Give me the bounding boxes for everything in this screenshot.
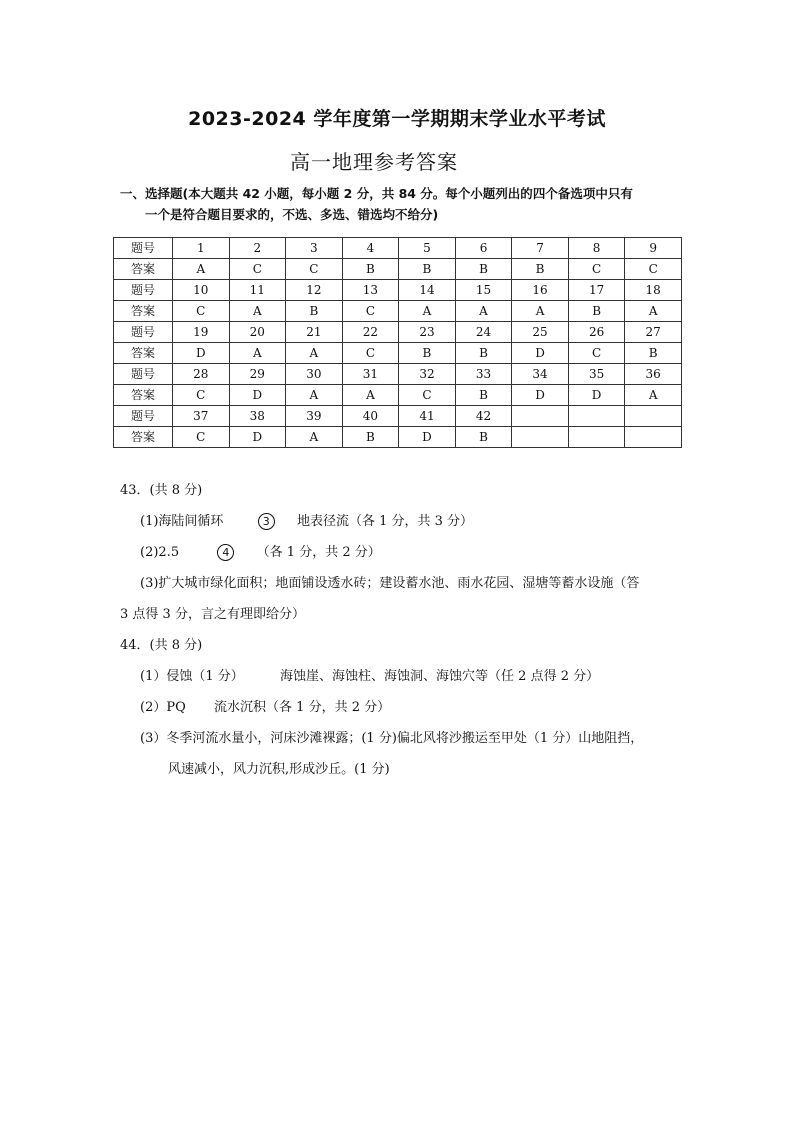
q44-part1: [140, 667, 599, 687]
circled-number-4-icon: 4: [217, 544, 234, 561]
table-row-number: [114, 364, 682, 385]
table-row-answer: [114, 301, 682, 322]
answer-cell: C: [399, 385, 456, 406]
answer-cell: B: [455, 427, 512, 448]
question-number-cell: 40: [342, 406, 399, 427]
answer-cell: C: [173, 301, 230, 322]
table-row-answer: [114, 427, 682, 448]
section-1-heading-line1: 一、选择题(本大题共 42 小题，每小题 2 分，共 84 分。每个小题列出的四个备选项中只有: [120, 186, 633, 201]
answer-cell: A: [229, 343, 286, 364]
question-number-cell: 29: [229, 364, 286, 385]
page-subtitle: 高一地理参考答案: [290, 150, 458, 174]
question-number-cell: 39: [286, 406, 343, 427]
question-number-cell: 35: [568, 364, 625, 385]
answer-cell: D: [173, 343, 230, 364]
table-row-answer: [114, 343, 682, 364]
q43-part3-line1: (3)扩大城市绿化面积；地面铺设透水砖；建设蓄水池、雨水花园、湿塘等蓄水设施（答: [140, 576, 640, 591]
answer-cell: C: [173, 385, 230, 406]
question-number-cell: 3: [286, 238, 343, 259]
answer-cell: B: [455, 343, 512, 364]
answer-cell: A: [286, 427, 343, 448]
answer-cell: B: [342, 427, 399, 448]
answer-cell: [512, 427, 569, 448]
answer-cell: D: [229, 427, 286, 448]
table-row-number: [114, 238, 682, 259]
question-number-cell: 2: [229, 238, 286, 259]
question-number-cell: 42: [455, 406, 512, 427]
question-number-cell: 7: [512, 238, 569, 259]
question-number-cell: 4: [342, 238, 399, 259]
question-number-cell: 22: [342, 322, 399, 343]
answer-cell: B: [286, 301, 343, 322]
answer-cell: [625, 427, 682, 448]
q44-part1-text-a: (1）侵蚀（1 分）: [140, 669, 244, 684]
question-number-cell: 26: [568, 322, 625, 343]
question-number-cell: 25: [512, 322, 569, 343]
q43-part1-text-a: (1)海陆间循环: [140, 514, 224, 529]
question-number-cell: 31: [342, 364, 399, 385]
answer-cell: A: [286, 385, 343, 406]
question-number-cell: 28: [173, 364, 230, 385]
answer-cell: C: [568, 343, 625, 364]
answer-cell: B: [342, 259, 399, 280]
answer-cell: [568, 427, 625, 448]
table-row-number: [114, 322, 682, 343]
page-title: 2023-2024 学年度第一学期期末学业水平考试: [188, 108, 606, 130]
q44-part3-line2: 风速减小，风力沉积,形成沙丘。(1 分): [168, 762, 390, 777]
q43-header: 43．(共 8 分): [120, 483, 203, 498]
row-label-answer: 答案: [114, 301, 173, 322]
q44-part2-text-b: 流水沉积（各 1 分，共 2 分）: [214, 700, 391, 715]
question-number-cell: 20: [229, 322, 286, 343]
q43-part2-text-b: （各 1 分，共 2 分）: [256, 545, 381, 560]
answer-cell: C: [229, 259, 286, 280]
question-number-cell: 15: [455, 280, 512, 301]
q44-part1-text-b: 海蚀崖、海蚀柱、海蚀洞、海蚀穴等（任 2 点得 2 分）: [280, 669, 600, 684]
row-label-number: 题号: [114, 364, 173, 385]
answer-cell: C: [173, 427, 230, 448]
answer-cell: D: [512, 343, 569, 364]
answer-cell: B: [625, 343, 682, 364]
answer-cell: A: [286, 343, 343, 364]
question-number-cell: 19: [173, 322, 230, 343]
answer-cell: D: [512, 385, 569, 406]
question-number-cell: 9: [625, 238, 682, 259]
question-number-cell: 33: [455, 364, 512, 385]
row-label-answer: 答案: [114, 385, 173, 406]
answer-cell: A: [229, 301, 286, 322]
question-number-cell: 16: [512, 280, 569, 301]
question-number-cell: 6: [455, 238, 512, 259]
question-number-cell: 38: [229, 406, 286, 427]
q43-part1-text-b: 地表径流（各 1 分，共 3 分）: [296, 514, 474, 529]
answer-cell: A: [625, 301, 682, 322]
question-number-cell: [568, 406, 625, 427]
row-label-number: 题号: [114, 322, 173, 343]
question-number-cell: 23: [399, 322, 456, 343]
row-label-number: 题号: [114, 406, 173, 427]
question-number-cell: 21: [286, 322, 343, 343]
row-label-number: 题号: [114, 238, 173, 259]
answer-cell: B: [455, 259, 512, 280]
answer-cell: C: [342, 301, 399, 322]
q44-part2-text-a: (2）PQ: [140, 700, 186, 715]
answer-cell: A: [342, 385, 399, 406]
q43-part3-line2: 3 点得 3 分，言之有理即给分）: [120, 607, 305, 622]
question-number-cell: 12: [286, 280, 343, 301]
table-row-number: [114, 280, 682, 301]
row-label-answer: 答案: [114, 427, 173, 448]
q44-part3-line1: (3）冬季河流水量小，河床沙滩裸露；(1 分)偏北风将沙搬运至甲处（1 分）山地阻挡，: [140, 731, 644, 746]
question-number-cell: 32: [399, 364, 456, 385]
question-number-cell: 30: [286, 364, 343, 385]
answer-cell: A: [512, 301, 569, 322]
question-number-cell: 13: [342, 280, 399, 301]
answer-table: [113, 237, 682, 448]
question-number-cell: 18: [625, 280, 682, 301]
answer-cell: C: [286, 259, 343, 280]
question-number-cell: 10: [173, 280, 230, 301]
table-row-answer: [114, 259, 682, 280]
question-number-cell: 24: [455, 322, 512, 343]
question-number-cell: 41: [399, 406, 456, 427]
answer-cell: A: [625, 385, 682, 406]
question-number-cell: [512, 406, 569, 427]
table-row-answer: [114, 385, 682, 406]
q43-part2-text-a: (2)2.5: [140, 545, 180, 560]
answer-cell: A: [455, 301, 512, 322]
circled-number-3-icon: 3: [258, 513, 275, 530]
question-number-cell: 1: [173, 238, 230, 259]
section-1-heading-line2: 一个是符合题目要求的，不选、多选、错选均不给分): [145, 207, 439, 222]
answer-cell: B: [455, 385, 512, 406]
answer-cell: D: [229, 385, 286, 406]
question-number-cell: 37: [173, 406, 230, 427]
question-number-cell: 11: [229, 280, 286, 301]
answer-cell: D: [399, 427, 456, 448]
answer-cell: A: [399, 301, 456, 322]
answer-cell: B: [512, 259, 569, 280]
q44-part2: [140, 698, 390, 718]
table-row-number: [114, 406, 682, 427]
question-number-cell: 14: [399, 280, 456, 301]
question-number-cell: 36: [625, 364, 682, 385]
question-number-cell: 5: [399, 238, 456, 259]
q43-part1: [140, 512, 473, 532]
answer-cell: B: [399, 343, 456, 364]
q43-part2: [140, 543, 381, 563]
answer-cell: B: [568, 301, 625, 322]
answer-cell: C: [568, 259, 625, 280]
answer-cell: C: [342, 343, 399, 364]
section-1-heading: [120, 183, 690, 225]
question-number-cell: 8: [568, 238, 625, 259]
answer-cell: D: [568, 385, 625, 406]
question-number-cell: 27: [625, 322, 682, 343]
row-label-answer: 答案: [114, 259, 173, 280]
row-label-answer: 答案: [114, 343, 173, 364]
question-number-cell: 17: [568, 280, 625, 301]
answer-cell: C: [625, 259, 682, 280]
answer-cell: B: [399, 259, 456, 280]
answer-table-body: [114, 238, 682, 448]
row-label-number: 题号: [114, 280, 173, 301]
q44-header: 44．(共 8 分): [120, 638, 203, 653]
question-number-cell: 34: [512, 364, 569, 385]
answer-cell: A: [173, 259, 230, 280]
question-number-cell: [625, 406, 682, 427]
